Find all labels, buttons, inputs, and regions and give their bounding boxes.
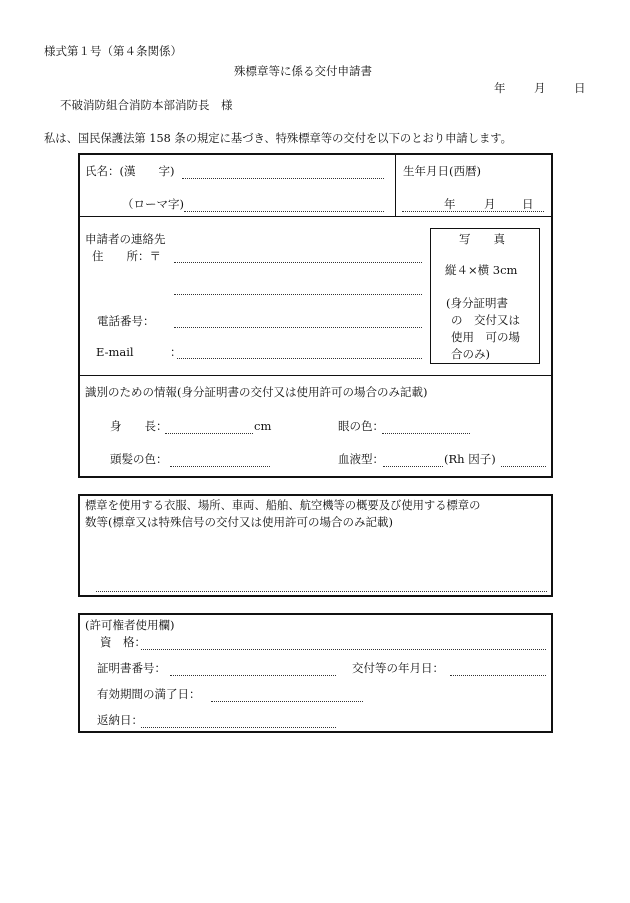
email-colon: ： bbox=[170, 345, 182, 359]
address-field-line2[interactable] bbox=[174, 294, 422, 295]
email-field[interactable] bbox=[177, 358, 422, 359]
document-title: 殊標章等に係る交付申請書 bbox=[234, 64, 372, 78]
photo-note: 使用 可の場 bbox=[451, 330, 520, 344]
contact-heading: 申請者の連絡先 bbox=[85, 232, 166, 246]
certificate-number-field[interactable] bbox=[170, 675, 336, 676]
hair-color-field[interactable] bbox=[170, 466, 270, 467]
usage-description: 数等(標章又は特殊信号の交付又は使用許可の場合のみ記載) bbox=[85, 515, 393, 529]
row-divider bbox=[80, 216, 551, 217]
return-date-label: 返納日： bbox=[97, 713, 143, 727]
address-label: 住 所：〒 bbox=[92, 249, 161, 263]
expiry-date-field[interactable] bbox=[211, 701, 363, 702]
birthdate-label: 生年月日(西暦) bbox=[403, 164, 481, 178]
address-field-line1[interactable] bbox=[174, 262, 422, 263]
date-month: 月 bbox=[534, 81, 546, 95]
date-year: 年 bbox=[494, 81, 506, 95]
certificate-number-label: 証明書番号： bbox=[97, 661, 166, 675]
name-romaji-field[interactable] bbox=[184, 211, 384, 212]
blood-type-field[interactable] bbox=[383, 466, 443, 467]
issue-date-label: 交付等の年月日： bbox=[352, 661, 444, 675]
row-divider bbox=[80, 375, 551, 376]
expiry-date-label: 有効期間の満了日： bbox=[97, 687, 201, 701]
issue-date-field[interactable] bbox=[450, 675, 546, 676]
intro-text: 私は、国民保護法第 158 条の規定に基づき、特殊標章等の交付を以下のとおり申請します。 bbox=[44, 132, 512, 145]
height-unit: cm bbox=[254, 419, 272, 433]
phone-label: 電話番号： bbox=[97, 314, 155, 328]
birth-year: 年 bbox=[444, 197, 456, 211]
blood-type-label: 血液型： bbox=[338, 452, 384, 466]
birth-divider bbox=[395, 155, 396, 216]
eye-color-field[interactable] bbox=[382, 433, 470, 434]
date-day: 日 bbox=[574, 81, 586, 95]
return-date-field[interactable] bbox=[141, 727, 336, 728]
photo-note: (身分証明書 bbox=[446, 296, 508, 310]
hair-color-label: 頭髪の色： bbox=[110, 452, 168, 466]
name-kanji-label: 氏名：(漢 字) bbox=[85, 164, 175, 178]
birth-month: 月 bbox=[484, 197, 496, 211]
identification-heading: 識別のための情報(身分証明書の交付又は使用許可の場合のみ記載) bbox=[85, 385, 428, 399]
usage-description: 標章を使用する衣服、場所、車両、船舶、航空機等の概要及び使用する標章の bbox=[85, 499, 481, 512]
height-field[interactable] bbox=[165, 433, 253, 434]
rh-factor-field[interactable] bbox=[501, 466, 546, 467]
usage-field[interactable] bbox=[96, 591, 547, 592]
authority-heading: (許可権者使用欄) bbox=[85, 618, 175, 632]
form-number: 様式第１号（第４条関係） bbox=[44, 44, 182, 58]
qualification-label: 資 格： bbox=[100, 635, 146, 649]
phone-field[interactable] bbox=[174, 327, 422, 328]
email-label: E-mail bbox=[96, 345, 134, 359]
qualification-field[interactable] bbox=[141, 649, 546, 650]
photo-size: 縦４×横 3cm bbox=[445, 263, 518, 277]
addressee: 不破消防組合消防本部消防長 様 bbox=[60, 98, 233, 112]
photo-note: 合のみ) bbox=[451, 347, 490, 361]
name-kanji-field[interactable] bbox=[182, 178, 384, 179]
height-label: 身 長： bbox=[110, 419, 168, 433]
birth-day: 日 bbox=[522, 197, 534, 211]
eye-color-label: 眼の色： bbox=[338, 419, 384, 433]
name-romaji-label: （ローマ字) bbox=[122, 197, 184, 211]
photo-note: の 交付又は bbox=[451, 313, 520, 327]
rh-factor-label: (Rh 因子) bbox=[444, 452, 496, 466]
photo-title: 写 真 bbox=[459, 232, 505, 246]
